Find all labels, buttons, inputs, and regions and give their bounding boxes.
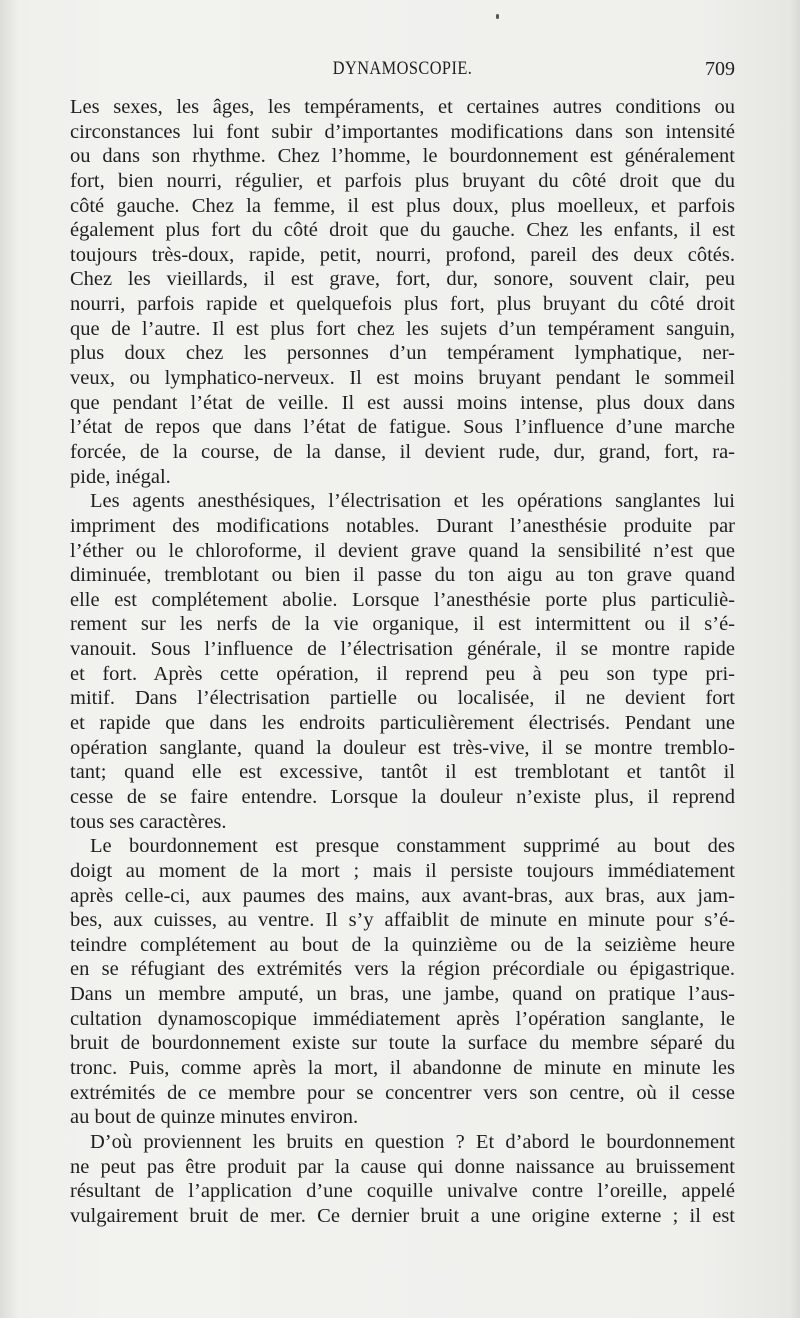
text-line: veux, ou lymphatico-nerveux. Il est moins bruyant pendant le sommeil: [70, 367, 735, 390]
text-line: côté gauche. Chez la femme, il est plus doux, plus moelleux, et parfois: [70, 194, 735, 217]
text-line: que de l’autre. Il est plus fort chez les sujets d’un tempérament sanguin,: [70, 317, 735, 340]
text-line: Dans un membre amputé, un bras, une jambe, quand on pratique l’aus-: [70, 983, 735, 1006]
text-line: nourri, parfois rapide et quelquefois plus fort, plus bruyant du côté droit: [70, 293, 735, 316]
text-line: ne peut pas être produit par la cause qui donne naissance au bruissement: [70, 1155, 735, 1178]
text-line: Les agents anesthésiques, l’électrisation et les opérations sanglantes lui: [90, 490, 735, 513]
text-line: après celle-ci, aux paumes des mains, aux avant-bras, aux bras, aux jam-: [70, 884, 735, 907]
text-line: et fort. Après cette opération, il reprend peu à peu son type pri-: [70, 662, 735, 685]
page-number: 709: [705, 58, 735, 80]
text-line: vulgairement bruit de mer. Ce dernier bruit a une origine externe ; il est: [70, 1204, 735, 1227]
text-line: cesse de se faire entendre. Lorsque la douleur n’existe plus, il reprend: [70, 785, 735, 808]
text-line: que pendant l’état de veille. Il est aussi moins intense, plus doux dans: [70, 391, 735, 414]
text-line: fort, bien nourri, régulier, et parfois plus bruyant du côté droit que du: [70, 169, 735, 192]
text-line: doigt au moment de la mort ; mais il persiste toujours immédiatement: [70, 859, 735, 882]
text-line: circonstances lui font subir d’importantes modifications dans son intensité: [70, 120, 735, 143]
text-line: tant; quand elle est excessive, tantôt il est tremblotant et tantôt il: [70, 761, 735, 784]
text-line: en se réfugiant des extrémités vers la région précordiale ou épigastrique.: [70, 958, 735, 981]
text-line: l’état de repos que dans l’état de fatigue. Sous l’influence d’une marche: [70, 416, 735, 439]
text-line: D’où proviennent les bruits en question ? Et d’abord le bourdonnement: [90, 1130, 735, 1153]
text-line: ou dans son rhythme. Chez l’homme, le bourdonnement est généralement: [70, 145, 735, 168]
text-line: forcée, de la course, de la danse, il devient rude, dur, grand, fort, ra-: [70, 440, 735, 463]
text-line: vanouit. Sous l’influence de l’électrisation générale, il se montre rapide: [70, 638, 735, 661]
text-line: Les sexes, les âges, les tempéraments, et certaines autres conditions ou: [70, 96, 735, 118]
text-line: et rapide que dans les endroits particulièrement électrisés. Pendant une: [70, 712, 735, 735]
text-line: au bout de quinze minutes environ.: [70, 1106, 359, 1129]
text-line: opération sanglante, quand la douleur est très-vive, il se montre tremblo-: [70, 736, 735, 759]
text-line: Le bourdonnement est presque constamment supprimé au bout des: [90, 835, 735, 858]
text-line: tous ses caractères.: [70, 810, 227, 833]
text-line: résultant de l’application d’une coquille univalve contre l’oreille, appelé: [70, 1180, 735, 1203]
text-line: l’éther ou le chloroforme, il devient grave quand la sensibilité n’est que: [70, 539, 735, 562]
text-line: cultation dynamoscopique immédiatement après l’opération sanglante, le: [70, 1007, 735, 1030]
text-line: Chez les vieillards, il est grave, fort, dur, sonore, souvent clair, peu: [70, 268, 735, 291]
text-line: plus doux chez les personnes d’un tempérament lymphatique, ner-: [70, 342, 735, 365]
text-line: bruit de bourdonnement existe sur toute la surface du membre séparé du: [70, 1032, 735, 1055]
running-title: DYNAMOSCOPIE.: [332, 58, 473, 79]
text-line: bes, aux cuisses, au ventre. Il s’y affaiblit de minute en minute pour s’é-: [70, 909, 735, 932]
text-line: teindre complétement au bout de la quinzième ou de la seizième heure: [70, 933, 735, 956]
text-line: diminuée, tremblotant ou bien il passe du ton aigu au ton grave quand: [70, 564, 735, 587]
running-header: [70, 58, 735, 88]
text-line: également plus fort du côté droit que du gauche. Chez les enfants, il est: [70, 219, 735, 242]
text-line: tronc. Puis, comme après la mort, il abandonne de minute en minute les: [70, 1056, 735, 1079]
text-line: rement sur les nerfs de la vie organique, il est intermittent ou il s’é-: [70, 613, 735, 636]
text-line: toujours très-doux, rapide, petit, nourri, profond, pareil des deux côtés.: [70, 243, 735, 266]
text-line: elle est complétement abolie. Lorsque l’anesthésie porte plus particuliè-: [70, 588, 735, 611]
text-line: pide, inégal.: [70, 465, 171, 488]
ink-speck: [496, 14, 499, 19]
text-line: extrémités de ce membre pour se concentrer vers son centre, où il cesse: [70, 1081, 735, 1104]
text-line: impriment des modifications notables. Durant l’anesthésie produite par: [70, 514, 735, 537]
body-text: [70, 95, 735, 1228]
text-line: mitif. Dans l’électrisation partielle ou localisée, il ne devient fort: [70, 687, 735, 710]
